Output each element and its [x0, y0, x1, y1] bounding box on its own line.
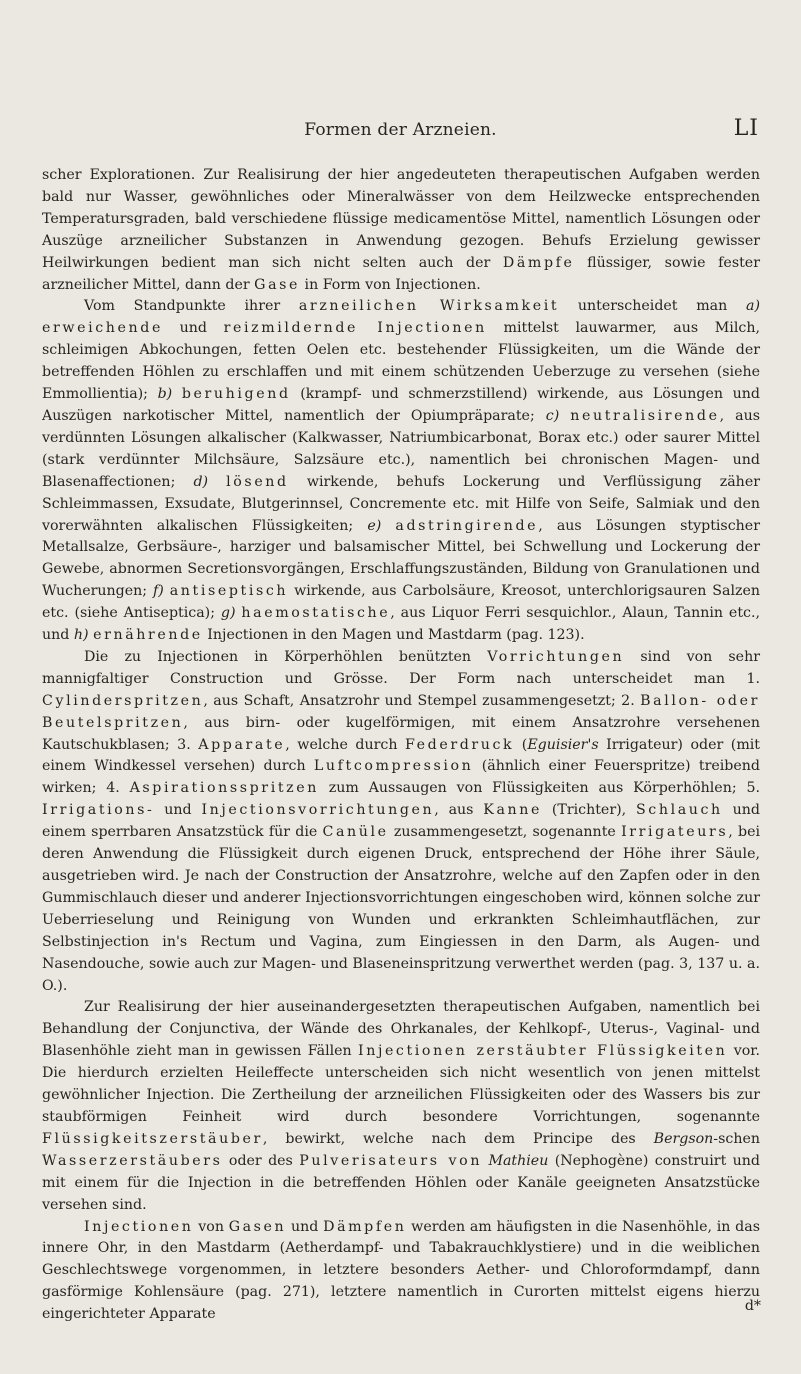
- paragraph-zerstaeuber: Zur Realisirung der hier auseinandergesetzten therapeutischen Aufgaben, namentlich bei Behandlung der Conjunctiva, der Wände des Ohrkanales, der Kehlkopf-, Uterus-, Vaginal- und Blasenhöhle zieht man in gewissen Fällen Injectionen zerstäubter Flüssigkeiten vor. Die hierdurch erzielten Heileffecte unterscheiden sich nicht wesentlich von jenen mittelst gewöhnlicher Injection. Die Zertheilung der arzneilichen Flüssigkeiten oder des Wassers bis zur staubförmigen Feinheit wird durch besondere Vorrichtungen, sogenannte Flüssigkeitszerstäuber, bewirkt, welche nach dem Principe des Bergson-schen Wasserzerstäubers oder des Pulverisateurs von Mathieu (Nephogène) construirt und mit einem für die Injection in die betreffenden Höhlen oder Kanäle geeigneten Ansatzstücke versehen sind.: [42, 999, 761, 1213]
- paragraph-vorrichtungen: Die zu Injectionen in Körperhöhlen benützten Vorrichtungen sind von sehr mannigfaltiger Construction und Grösse. Der Form nach unterscheidet man 1. Cylinderspritzen, aus Schaft, Ansatzrohr und Stempel zusammengesetzt; 2. Ballon- oder Beutelspritzen, aus birn- oder kugelförmigen, mit einem Ansatzrohre versehenen Kautschukblasen; 3. Apparate, welche durch Federdruck (Eguisier's Irrigateur) oder (mit einem Windkessel versehen) durch Luftcompression (ähnlich einer Feuerspritze) treibend wirken; 4. Aspirationsspritzen zum Aussaugen von Flüssigkeiten aus Körperhöhlen; 5. Irrigations- und Injectionsvorrichtungen, aus Kanne (Trichter), Schlauch und einem sperrbaren Ansatzstück für die Canüle zusammengesetzt, sogenannte Irrigateurs, bei deren Anwendung die Flüssigkeit durch eigenen Druck, entsprechend der Höhe ihrer Säule, ausgetrieben wird. Je nach der Construction der Ansatzrohre, welche auf den Zapfen oder in den Gummischlauch dieser und anderer Injectionsvorrichtungen eingeschoben wird, können solche zur Ueberrieselung und Reinigung von Wunden und erkrankten Schleimhautflächen, zur Selbstinjection in's Rectum und Vagina, zum Eingiessen in den Darm, als Augen- und Nasendouche, sowie auch zur Magen- und Blaseneinspritzung verwerthet werden (pag. 3, 137 u. a. O.).: [42, 648, 761, 994]
- running-title: Formen der Arzneien.: [304, 120, 497, 140]
- paragraph-gase-daempfe: Injectionen von Gasen und Dämpfen werden am häufigsten in die Nasenhöhle, in das innere Ohr, in den Mastdarm (Aetherdampf- und Tabakrauchklystiere) und in die weiblichen Geschlechtswege vorgenommen, in letztere besonders Aether- und Chloroformdampf, dann gasförmige Kohlensäure (pag. 271), letztere namentlich in Curorten mittelst eigens hierzu eingerichteter Apparate: [42, 1218, 760, 1323]
- page-number: LI: [733, 116, 759, 141]
- paragraph-explorationen: scher Explorationen. Zur Realisirung der hier angedeuteten therapeutischen Aufgaben werden bald nur Wasser, gewöhnliches oder Mineralwässer von dem Heilzwecke entsprechenden Temperatursgraden, bald verschiedene flüssige medicamentöse Mittel, namentlich Lösungen oder Auszüge arzneilicher Substanzen in Anwendung gezogen. Behufs Erzielung gewisser Heilwirkungen bedient man sich nicht selten auch der Dämpfe flüssiger, sowie fester arzneilicher Mittel, dann der Gase in Form von Injectionen.: [42, 167, 760, 293]
- body-text: [42, 165, 760, 1326]
- signature-mark: d*: [744, 1298, 761, 1314]
- page-header: [0, 116, 801, 150]
- paragraph-wirksamkeit: Vom Standpunkte ihrer arzneilichen Wirksamkeit unterscheidet man a) erweichende und reizmildernde Injectionen mittelst lauwarmer, aus Milch, schleimigen Abkochungen, fetten Oelen etc. bestehender Flüssigkeiten, um die Wände der betreffenden Höhlen zu erschlaffen und mit einem schützenden Ueberzuge zu versehen (siehe Emmollientia); b) beruhigend (krampf- und schmerzstillend) wirkende, aus Lösungen und Auszügen narkotischer Mittel, namentlich der Opiumpräparate; c) neutralisirende, aus verdünnten Lösungen alkalischer (Kalkwasser, Natriumbicarbonat, Borax etc.) oder saurer Mittel (stark verdünnter Milchsäure, Salzsäure etc.), namentlich bei chronischen Magen- und Blasenaffectionen; d) lösend wirkende, behufs Lockerung und Verflüssigung zäher Schleimmassen, Exsudate, Blutgerinnsel, Concremente etc. mit Hilfe von Seife, Salmiak und den vorerwähnten alkalischen Flüssigkeiten; e) adstringirende, aus Lösungen styptischer Metallsalze, Gerbsäure-, harziger und balsamischer Mittel, bei Schwellung und Lockerung der Gewebe, abnormen Secretionsvorgängen, Erschlaffungszuständen, Bildung von Granulationen und Wucherungen; f) antiseptisch wirkende, aus Carbolsäure, Kreosot, unterchlorigsauren Salzen etc. (siehe Antiseptica); g) haemostatische, aus Liquor Ferri sesquichlor., Alaun, Tannin etc., und h) ernährende Injectionen in den Magen und Mastdarm (pag. 123).: [42, 298, 761, 644]
